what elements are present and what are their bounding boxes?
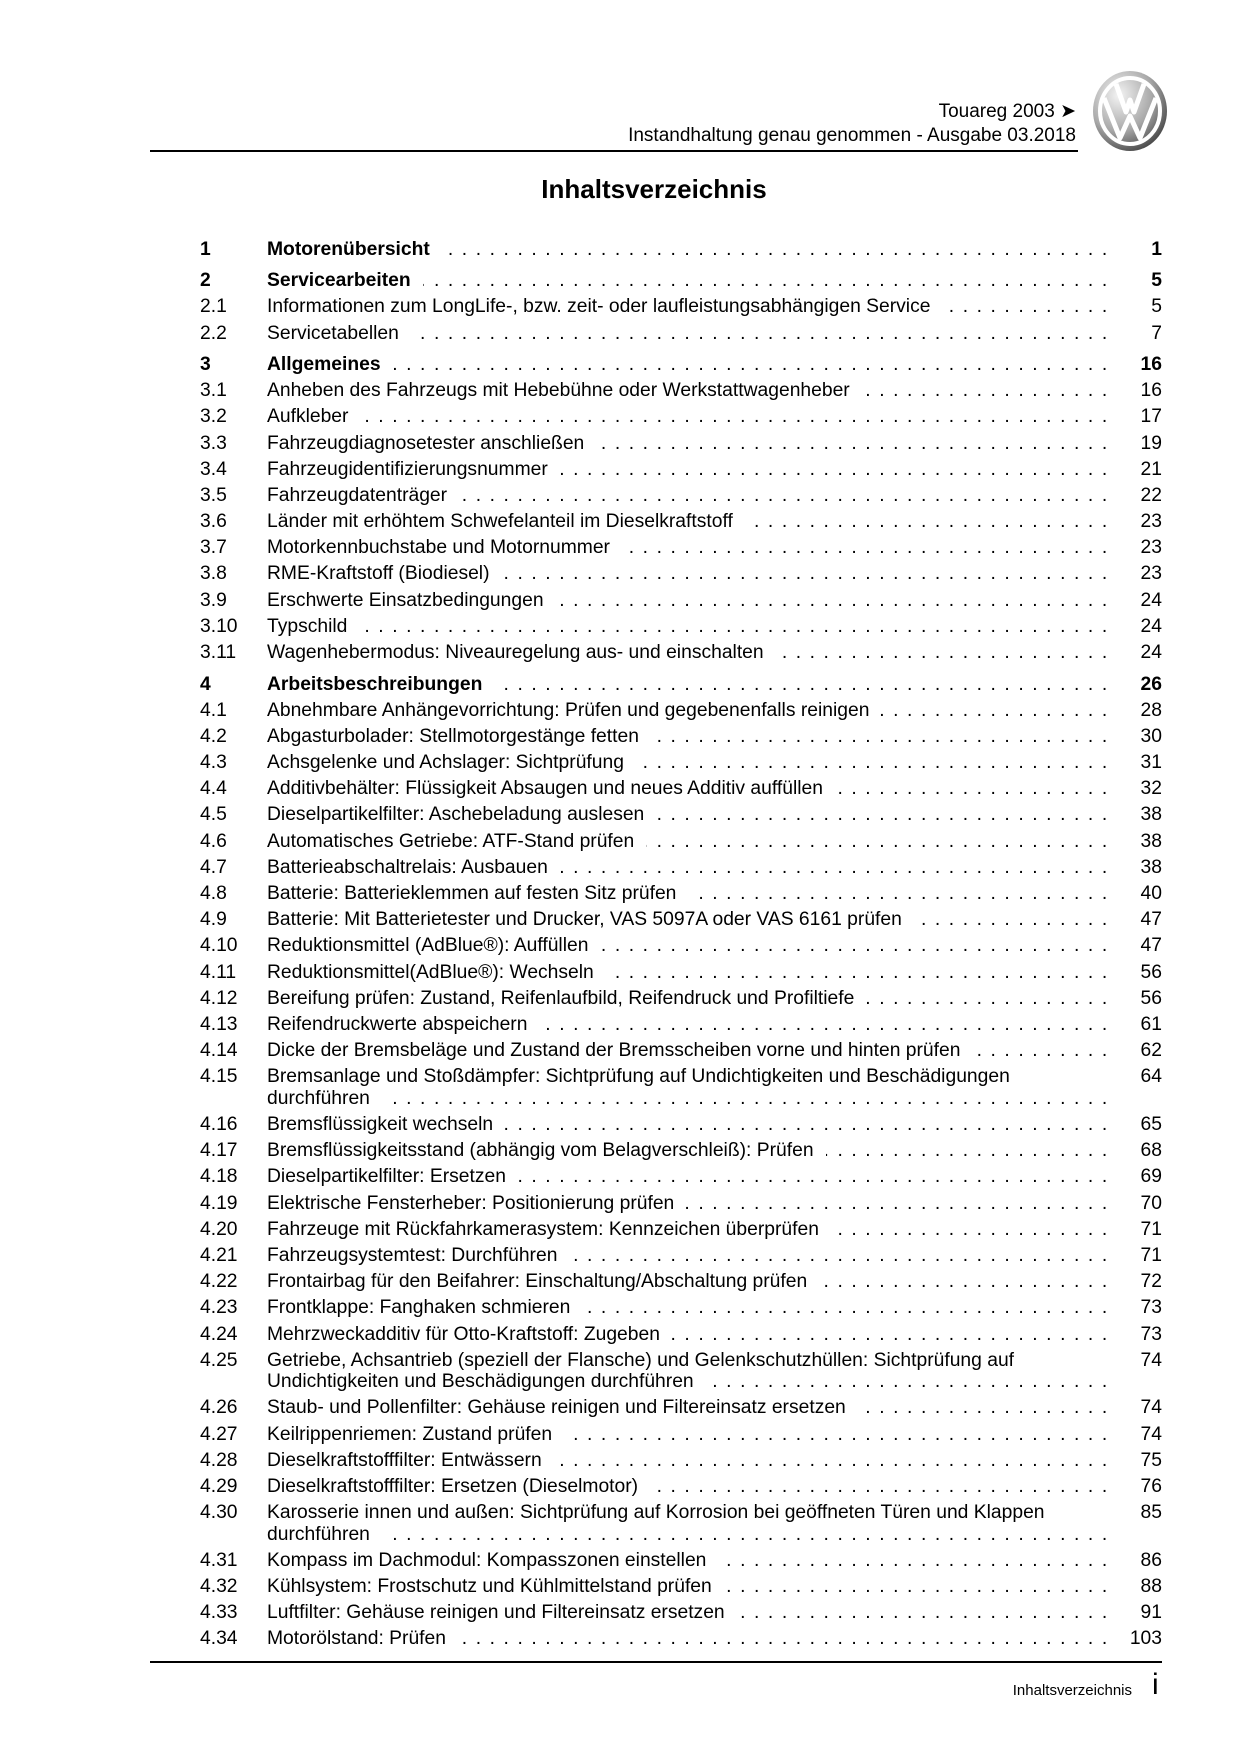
toc-entry-number: 3.5 <box>200 484 227 506</box>
toc-entry-leader <box>267 1476 1116 1498</box>
toc-entry-leader <box>267 1424 1116 1446</box>
toc-entry[interactable] <box>200 697 1162 723</box>
toc-entry-leader <box>267 433 1116 455</box>
toc-entry-title: Bremsflüssigkeit wechseln <box>267 1114 505 1135</box>
toc-entry-number: 4.5 <box>200 804 227 826</box>
footer-page-number: i <box>1152 1668 1159 1701</box>
toc-entry-page: 30 <box>1116 726 1162 748</box>
header-model: Touareg 2003 ➤ <box>938 101 1076 122</box>
toc-entry-page: 5 <box>1116 270 1162 292</box>
toc-entry-number: 4.34 <box>200 1628 238 1650</box>
toc-entry-page: 85 <box>1116 1502 1162 1545</box>
toc-chapter[interactable] <box>200 236 1162 262</box>
toc-entry-number: 4.22 <box>200 1271 238 1293</box>
toc-entry-leader <box>267 1397 1116 1419</box>
toc-entry-page: 17 <box>1116 406 1162 428</box>
toc-entry-title: Fahrzeugidentifizierungsnummer <box>267 459 560 480</box>
toc-entry-page: 73 <box>1116 1297 1162 1319</box>
toc-entry[interactable] <box>200 907 1162 933</box>
toc-entry-page: 56 <box>1116 988 1162 1010</box>
toc-entry-title: Abgasturbolader: Stellmotorgestänge fetten <box>267 726 651 747</box>
toc-entry-leader <box>267 296 1116 318</box>
toc-entry-page: 22 <box>1116 485 1162 507</box>
toc-entry-page: 91 <box>1116 1602 1162 1624</box>
toc-entry-title: Motorenübersicht <box>267 239 442 260</box>
toc-entry-leader <box>267 1040 1116 1062</box>
toc-entry-page: 74 <box>1116 1350 1162 1393</box>
toc-entry-number: 4.26 <box>200 1397 238 1419</box>
toc-entry-leader <box>267 726 1116 748</box>
toc-entry-leader <box>267 674 1116 696</box>
footer-rule <box>150 1661 1162 1663</box>
toc-entry-title: Frontklappe: Fanghaken schmieren <box>267 1297 582 1318</box>
toc-entry-page: 47 <box>1116 909 1162 931</box>
toc-entry-leader <box>267 857 1116 879</box>
toc-entry-number: 4.25 <box>200 1349 238 1371</box>
toc-entry[interactable] <box>200 1269 1162 1295</box>
toc-entry-number: 2.1 <box>200 296 227 318</box>
toc-entry-page: 5 <box>1116 296 1162 318</box>
toc-entry[interactable] <box>200 881 1162 907</box>
toc-entry-page: 28 <box>1116 700 1162 722</box>
toc-entry-number: 2.2 <box>200 322 227 344</box>
toc-entry-leader <box>267 380 1116 402</box>
toc-entry-title: Karosserie innen und außen: Sichtprüfung auf Korrosion bei geöffneten Türen und Klappen durchführen <box>267 1502 1045 1545</box>
toc-entry-title: Achsgelenke und Achslager: Sichtprüfung <box>267 752 636 773</box>
toc-entry[interactable] <box>200 561 1162 587</box>
toc-entry-page: 24 <box>1116 616 1162 638</box>
toc-entry-number: 4.11 <box>200 961 237 983</box>
toc-entry[interactable] <box>200 404 1162 430</box>
toc-entry-title: Anheben des Fahrzeugs mit Hebebühne oder Werkstattwagenheber <box>267 380 862 401</box>
toc-entry-number: 1 <box>200 238 211 260</box>
toc-entry-page: 16 <box>1116 354 1162 376</box>
toc-entry-leader <box>267 1066 1116 1109</box>
toc-entry-leader <box>267 1324 1116 1346</box>
toc-entry-leader <box>267 700 1116 722</box>
toc-entry-number: 4.23 <box>200 1297 238 1319</box>
toc-entry-page: 23 <box>1116 537 1162 559</box>
toc-entry-leader <box>267 270 1116 292</box>
toc-entry[interactable] <box>200 509 1162 535</box>
toc-entry-leader <box>267 935 1116 957</box>
toc-entry-title: Bremsanlage und Stoßdämpfer: Sichtprüfung auf Undichtigkeiten und Beschädigungen durchführen <box>267 1066 1010 1109</box>
toc-entry-page: 103 <box>1116 1628 1162 1650</box>
toc-entry-title: Bremsflüssigkeitsstand (abhängig vom Belagverschleiß): Prüfen <box>267 1140 826 1161</box>
toc-entry-title: Kühlsystem: Frostschutz und Kühlmittelstand prüfen <box>267 1576 724 1597</box>
toc-entry-number: 4.19 <box>200 1192 238 1214</box>
toc-entry[interactable] <box>200 1421 1162 1447</box>
toc-entry-page: 40 <box>1116 883 1162 905</box>
toc-entry-title: Arbeitsbeschreibungen <box>267 674 494 695</box>
toc-entry[interactable] <box>200 724 1162 750</box>
vw-logo-icon <box>1092 70 1168 152</box>
toc-entry-page: 38 <box>1116 831 1162 853</box>
toc-entry[interactable] <box>200 985 1162 1011</box>
toc-entry-leader <box>267 537 1116 559</box>
toc-entry-leader <box>267 909 1116 931</box>
toc-entry[interactable] <box>200 855 1162 881</box>
toc-entry-leader <box>267 511 1116 533</box>
toc-entry-leader <box>267 1014 1116 1036</box>
toc-entry[interactable] <box>200 1500 1162 1548</box>
toc-entry[interactable] <box>200 1574 1162 1600</box>
toc-entry-page: 21 <box>1116 459 1162 481</box>
toc-entry[interactable] <box>200 1038 1162 1064</box>
toc-entry-title: Motorkennbuchstabe und Motornummer <box>267 537 622 558</box>
toc-entry[interactable] <box>200 1216 1162 1242</box>
toc-entry-page: 88 <box>1116 1576 1162 1598</box>
toc-entry-page: 75 <box>1116 1450 1162 1472</box>
toc-entry-page: 68 <box>1116 1140 1162 1162</box>
toc-entry-page: 73 <box>1116 1324 1162 1346</box>
toc-entry-number: 4.30 <box>200 1502 238 1524</box>
toc-entry-page: 74 <box>1116 1397 1162 1419</box>
toc-entry[interactable] <box>200 456 1162 482</box>
toc-entry-title: RME-Kraftstoff (Biodiesel) <box>267 563 502 584</box>
toc-entry-title: Kompass im Dachmodul: Kompasszonen einstellen <box>267 1550 718 1571</box>
toc-entry[interactable] <box>200 1112 1162 1138</box>
toc-entry-title: Frontairbag für den Beifahrer: Einschaltung/Abschaltung prüfen <box>267 1271 819 1292</box>
toc-entry-title: Typschild <box>267 616 359 637</box>
toc-entry-number: 3.1 <box>200 380 227 402</box>
toc-entry-page: 24 <box>1116 642 1162 664</box>
toc-entry-number: 2 <box>200 270 211 292</box>
toc-entry-page: 31 <box>1116 752 1162 774</box>
toc-entry-leader <box>267 354 1116 376</box>
toc-entry-title: Länder mit erhöhtem Schwefelanteil im Dieselkraftstoff <box>267 511 745 532</box>
toc-entry[interactable] <box>200 483 1162 509</box>
toc-entry-title: Aufkleber <box>267 406 360 427</box>
toc-entry-number: 3.9 <box>200 589 227 611</box>
toc-entry-leader <box>267 1350 1116 1393</box>
toc-entry-title: Fahrzeugdiagnosetester anschließen <box>267 433 596 454</box>
toc-entry-leader <box>267 1502 1116 1545</box>
toc-entry-leader <box>267 642 1116 664</box>
toc-entry-title: Dieselpartikelfilter: Aschebeladung auslesen <box>267 804 656 825</box>
toc-entry-leader <box>267 1450 1116 1472</box>
toc-entry-page: 1 <box>1116 239 1162 261</box>
toc-entry[interactable] <box>200 1190 1162 1216</box>
toc-entry-leader <box>267 1550 1116 1572</box>
toc-entry-leader <box>267 804 1116 826</box>
toc-entry-title: Informationen zum LongLife-, bzw. zeit- oder laufleistungsabhängigen Service <box>267 296 942 317</box>
toc-entry[interactable] <box>200 1012 1162 1038</box>
toc-entry-number: 3.11 <box>200 642 237 664</box>
toc-entry-number: 4.33 <box>200 1602 238 1624</box>
toc-entry-leader <box>267 1245 1116 1267</box>
toc-entry-number: 4.14 <box>200 1040 238 1062</box>
toc-entry-leader <box>267 1166 1116 1188</box>
toc-entry[interactable] <box>200 587 1162 613</box>
toc-entry-number: 4.13 <box>200 1013 238 1035</box>
toc-entry-title: Reifendruckwerte abspeichern <box>267 1014 539 1035</box>
toc-entry-page: 26 <box>1116 674 1162 696</box>
toc-entry[interactable] <box>200 959 1162 985</box>
toc-entry-leader <box>267 831 1116 853</box>
toc-entry-title: Dieselkraftstofffilter: Ersetzen (Dieselmotor) <box>267 1476 650 1497</box>
toc-entry-page: 32 <box>1116 778 1162 800</box>
toc-entry[interactable] <box>200 776 1162 802</box>
toc-entry-leader <box>267 459 1116 481</box>
toc-entry-title: Fahrzeuge mit Rückfahrkamerasystem: Kennzeichen überprüfen <box>267 1219 831 1240</box>
toc-entry-number: 4.27 <box>200 1423 238 1445</box>
toc-entry-title: Dieselkraftstofffilter: Entwässern <box>267 1450 554 1471</box>
toc-entry-number: 4.12 <box>200 987 238 1009</box>
toc-entry-number: 3.8 <box>200 563 227 585</box>
toc-entry[interactable] <box>200 1321 1162 1347</box>
toc-entry[interactable] <box>200 1600 1162 1626</box>
toc-entry-number: 4.1 <box>200 699 227 721</box>
toc-entry-page: 56 <box>1116 962 1162 984</box>
toc-entry-page: 47 <box>1116 935 1162 957</box>
footer-section: Inhaltsverzeichnis <box>1012 1682 1132 1699</box>
toc-entry-leader <box>267 323 1116 345</box>
toc-chapter[interactable] <box>200 268 1162 294</box>
toc-entry-title: Batterieabschaltrelais: Ausbauen <box>267 857 560 878</box>
toc-entry-page: 64 <box>1116 1066 1162 1109</box>
toc-entry-number: 3.2 <box>200 406 227 428</box>
header-rule <box>150 150 1078 152</box>
toc-entry-page: 24 <box>1116 590 1162 612</box>
toc-entry[interactable] <box>200 1164 1162 1190</box>
toc-entry-number: 4.28 <box>200 1449 238 1471</box>
toc-chapter[interactable] <box>200 671 1162 697</box>
toc-entry-leader <box>267 1271 1116 1293</box>
toc-entry-page: 72 <box>1116 1271 1162 1293</box>
toc-entry-title: Dicke der Bremsbeläge und Zustand der Bremsscheiben vorne und hinten prüfen <box>267 1040 972 1061</box>
toc-entry[interactable] <box>200 320 1162 346</box>
toc-entry-leader <box>267 752 1116 774</box>
header-subtitle: Instandhaltung genau genommen - Ausgabe 03.2018 <box>628 125 1076 146</box>
toc-entry[interactable] <box>200 535 1162 561</box>
toc-entry-title: Luftfilter: Gehäuse reinigen und Filtereinsatz ersetzen <box>267 1602 737 1623</box>
toc-entry[interactable] <box>200 802 1162 828</box>
toc-entry-leader <box>267 616 1116 638</box>
toc-entry-number: 3 <box>200 353 211 375</box>
toc-entry-title: Keilrippenriemen: Zustand prüfen <box>267 1424 564 1445</box>
toc-entry-leader <box>267 1602 1116 1624</box>
toc-entry-page: 61 <box>1116 1014 1162 1036</box>
toc-entry-leader <box>267 1219 1116 1241</box>
toc-entry-leader <box>267 406 1116 428</box>
toc-entry-number: 4 <box>200 673 211 695</box>
toc-entry-page: 19 <box>1116 433 1162 455</box>
toc-entry[interactable] <box>200 750 1162 776</box>
toc-entry-leader <box>267 590 1116 612</box>
toc-entry-number: 4.6 <box>200 830 227 852</box>
toc-entry-page: 76 <box>1116 1476 1162 1498</box>
toc-entry-leader <box>267 1576 1116 1598</box>
toc-entry-number: 3.3 <box>200 432 227 454</box>
toc-entry-title: Erschwerte Einsatzbedingungen <box>267 590 556 611</box>
toc-entry-title: Dieselpartikelfilter: Ersetzen <box>267 1166 518 1187</box>
toc-entry[interactable] <box>200 378 1162 404</box>
toc-entry-title: Mehrzweckadditiv für Otto-Kraftstoff: Zugeben <box>267 1324 672 1345</box>
toc-entry-number: 4.16 <box>200 1114 238 1136</box>
toc-entry[interactable] <box>200 430 1162 456</box>
toc-entry-title: Additivbehälter: Flüssigkeit Absaugen und neues Additiv auffüllen <box>267 778 835 799</box>
toc-entry-number: 4.4 <box>200 778 227 800</box>
toc-entry-leader <box>267 563 1116 585</box>
toc-entry[interactable] <box>200 933 1162 959</box>
toc-entry-number: 4.10 <box>200 935 238 957</box>
toc-entry[interactable] <box>200 614 1162 640</box>
toc-entry[interactable] <box>200 1447 1162 1473</box>
toc-entry-leader <box>267 962 1116 984</box>
toc-entry-page: 71 <box>1116 1245 1162 1267</box>
toc-entry-title: Servicearbeiten <box>267 270 423 291</box>
toc-entry-page: 38 <box>1116 857 1162 879</box>
toc-entry-number: 4.8 <box>200 883 227 905</box>
toc-entry-leader <box>267 1114 1116 1136</box>
toc-entry-title: Automatisches Getriebe: ATF-Stand prüfen <box>267 831 646 852</box>
toc-entry-title: Getriebe, Achsantrieb (speziell der Flansche) und Gelenkschutzhüllen: Sichtprüfung auf Undichtigkeiten und Beschädigungen durchführen <box>267 1349 1015 1393</box>
toc-entry-leader <box>267 1140 1116 1162</box>
toc-entry-leader <box>267 778 1116 800</box>
toc-entry-title: Fahrzeugsystemtest: Durchführen <box>267 1245 569 1266</box>
table-of-contents <box>200 231 1162 1652</box>
toc-entry-number: 4.31 <box>200 1549 238 1571</box>
toc-entry[interactable] <box>200 1347 1162 1395</box>
toc-entry-page: 65 <box>1116 1114 1162 1136</box>
toc-entry[interactable] <box>200 1548 1162 1574</box>
toc-entry-page: 86 <box>1116 1550 1162 1572</box>
toc-entry-number: 4.17 <box>200 1140 238 1162</box>
toc-entry-page: 38 <box>1116 804 1162 826</box>
toc-entry-number: 4.20 <box>200 1218 238 1240</box>
toc-entry-number: 3.7 <box>200 537 227 559</box>
toc-entry-number: 4.2 <box>200 725 227 747</box>
toc-entry-page: 23 <box>1116 563 1162 585</box>
toc-entry[interactable] <box>200 1626 1162 1652</box>
toc-entry-page: 71 <box>1116 1219 1162 1241</box>
toc-entry-title: Batterie: Mit Batterietester und Drucker, VAS 5097A oder VAS 6161 prüfen <box>267 909 914 930</box>
toc-entry-number: 3.10 <box>200 615 238 637</box>
toc-entry-number: 4.32 <box>200 1576 238 1598</box>
toc-entry-leader <box>267 988 1116 1010</box>
toc-entry-number: 4.3 <box>200 752 227 774</box>
toc-entry-title: Bereifung prüfen: Zustand, Reifenlaufbild, Reifendruck und Profiltiefe <box>267 988 866 1009</box>
toc-entry-number: 4.7 <box>200 856 227 878</box>
toc-entry-title: Staub- und Pollenfilter: Gehäuse reinigen und Filtereinsatz ersetzen <box>267 1397 858 1418</box>
toc-entry-page: 23 <box>1116 511 1162 533</box>
toc-entry-page: 16 <box>1116 380 1162 402</box>
toc-entry-leader <box>267 1628 1116 1650</box>
toc-entry-number: 4.9 <box>200 909 227 931</box>
toc-entry-leader <box>267 485 1116 507</box>
toc-entry-number: 4.15 <box>200 1066 238 1088</box>
toc-entry[interactable] <box>200 828 1162 854</box>
toc-entry-title: Wagenhebermodus: Niveauregelung aus- und einschalten <box>267 642 776 663</box>
toc-entry-page: 62 <box>1116 1040 1162 1062</box>
toc-entry-page: 69 <box>1116 1166 1162 1188</box>
toc-entry-title: Abnehmbare Anhängevorrichtung: Prüfen und gegebenenfalls reinigen <box>267 700 881 721</box>
toc-entry-title: Allgemeines <box>267 354 393 375</box>
toc-entry-number: 4.21 <box>200 1244 238 1266</box>
toc-entry[interactable] <box>200 1138 1162 1164</box>
toc-entry-number: 4.29 <box>200 1475 238 1497</box>
toc-entry-page: 7 <box>1116 323 1162 345</box>
toc-entry[interactable] <box>200 294 1162 320</box>
toc-entry[interactable] <box>200 1243 1162 1269</box>
toc-entry-leader <box>267 1297 1116 1319</box>
toc-entry-title: Fahrzeugdatenträger <box>267 485 459 506</box>
toc-entry[interactable] <box>200 1395 1162 1421</box>
toc-entry-leader <box>267 1193 1116 1215</box>
toc-entry-number: 3.6 <box>200 511 227 533</box>
toc-entry-leader <box>267 239 1116 261</box>
toc-entry-leader <box>267 883 1116 905</box>
page-title: Inhaltsverzeichnis <box>541 174 767 204</box>
toc-entry[interactable] <box>200 1295 1162 1321</box>
toc-entry-page: 70 <box>1116 1193 1162 1215</box>
toc-entry-title: Motorölstand: Prüfen <box>267 1628 458 1649</box>
toc-entry-title: Reduktionsmittel (AdBlue®): Auffüllen <box>267 935 600 956</box>
toc-chapter[interactable] <box>200 352 1162 378</box>
toc-entry-title: Reduktionsmittel(AdBlue®): Wechseln <box>267 962 606 983</box>
toc-entry[interactable] <box>200 640 1162 666</box>
toc-entry-page: 74 <box>1116 1424 1162 1446</box>
toc-entry[interactable] <box>200 1474 1162 1500</box>
toc-entry-number: 3.4 <box>200 458 227 480</box>
toc-entry-number: 4.24 <box>200 1323 238 1345</box>
toc-entry-title: Elektrische Fensterheber: Positionierung prüfen <box>267 1193 686 1214</box>
toc-entry-number: 4.18 <box>200 1166 238 1188</box>
toc-entry-title: Servicetabellen <box>267 323 411 344</box>
toc-entry[interactable] <box>200 1064 1162 1112</box>
toc-entry-title: Batterie: Batterieklemmen auf festen Sitz prüfen <box>267 883 688 904</box>
